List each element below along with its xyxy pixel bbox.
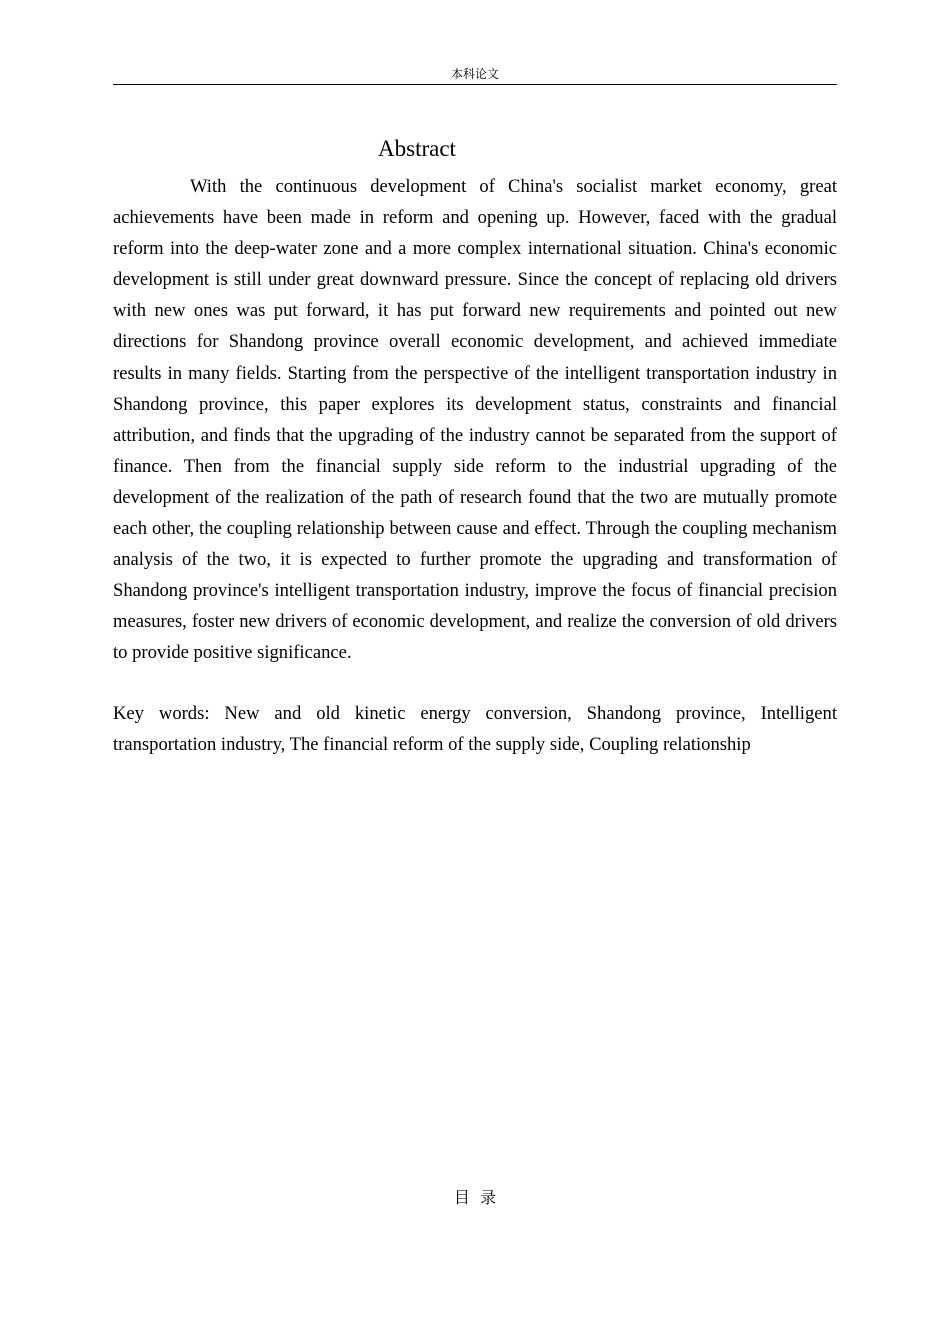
abstract-body: With the continuous development of China's socialist market economy, great achievements have been made in reform and opening up. However, faced with the gradual reform into the deep-water zone and a more complex international situation. China's economic development is still under great downward pressure. Since the concept of replacing old drivers with new ones was put forward, it has put forward new requirements and pointed out new directions for Shandong province overall economic development, and achieved immediate results in many fields. Starting from the perspective of the intelligent transportation industry in Shandong province, this paper explores its development status, constraints and financial attribution, and finds that the upgrading of the industry cannot be separated from the support of finance. Then from the financial supply side reform to the industrial upgrading of the development of the realization of the path of research found that the two are mutually promote each other, the coupling relationship between cause and effect. Through the coupling mechanism analysis of the two, it is expected to further promote the upgrading and transformation of Shandong province's intelligent transportation industry, improve the focus of financial precision measures, foster new drivers of economic development, and realize the conversion of old drivers to provide positive significance.	[113, 176, 837, 664]
page-header	[113, 66, 837, 85]
keywords: Key words: New and old kinetic energy conversion, Shandong province, Intelligent transportation industry, The financial reform of the supply side, Coupling relationship	[113, 703, 837, 756]
toc-heading: 目 录	[453, 1188, 497, 1207]
abstract-title: Abstract	[378, 136, 456, 161]
header-title: 本科论文	[450, 67, 499, 81]
